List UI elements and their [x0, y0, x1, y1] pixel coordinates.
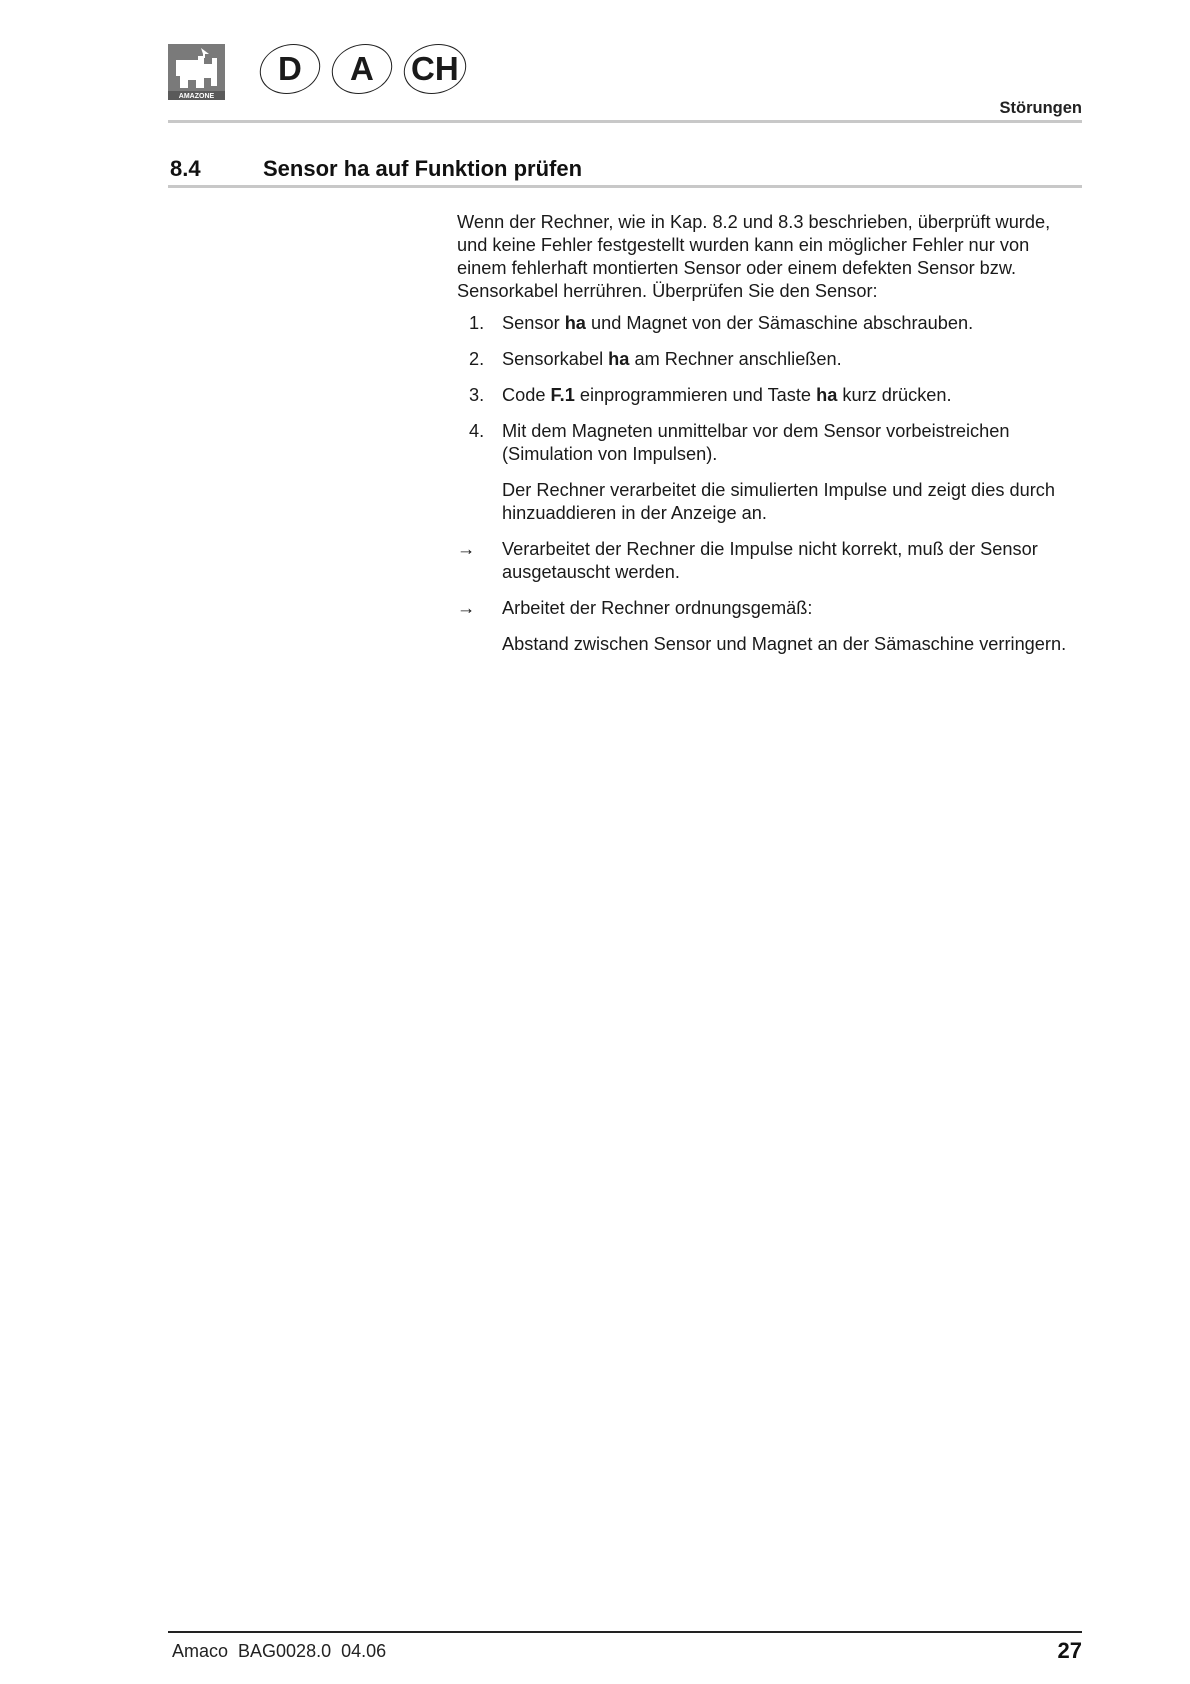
country-badge-d: D — [256, 44, 323, 94]
section-number: 8.4 — [170, 156, 201, 181]
step-number: 3. — [469, 385, 485, 405]
footer-doc-info: Amaco BAG0028.0 04.06 — [172, 1641, 387, 1661]
amazone-logo — [168, 44, 225, 100]
arrow-right-icon: → — [457, 539, 476, 559]
step-number: 4. — [469, 421, 485, 441]
step-item: 1. Sensor ha und Magnet von der Sämaschine abschrauben. — [469, 313, 974, 333]
arrow-right-icon: → — [457, 598, 476, 618]
page-number: 27 — [1057, 1638, 1082, 1663]
result-item: → Verarbeitet der Rechner die Impulse nicht korrekt, muß der Sensor ausgetauscht werden. — [457, 539, 1038, 582]
step-number: 2. — [469, 349, 485, 369]
final-note: Abstand zwischen Sensor und Magnet an der Sämaschine verringern. — [502, 634, 1067, 654]
header-section-label: Störungen — [999, 99, 1082, 117]
step-item: 4. Mit dem Magneten unmittelbar vor dem Sensor vorbeistreichen (Simulation von Impulsen). — [469, 421, 1010, 464]
country-badge-a: A — [328, 44, 395, 94]
result-item: → Arbeitet der Rechner ordnungsgemäß: — [457, 598, 813, 618]
step-item: 2. Sensorkabel ha am Rechner anschließen. — [469, 349, 842, 369]
country-badges — [260, 44, 478, 94]
intro-paragraph: Wenn der Rechner, wie in Kap. 8.2 und 8.3 beschrieben, überprüft wurde, und keine Fehler festgestellt wurden kann ein möglicher Fehler nur von einem fehlerhaft montierten Sensor oder einem defekten Sensor bzw. Sensorkabel herrühren. Überprüfen Sie den Sensor: — [457, 212, 1051, 301]
header-divider — [168, 120, 1082, 123]
footer-divider — [168, 1631, 1082, 1633]
heading-divider — [168, 185, 1082, 188]
step-note: Der Rechner verarbeitet die simulierten Impulse und zeigt dies durch hinzuaddieren in der Anzeige an. — [502, 480, 1055, 523]
section-title: Sensor ha auf Funktion prüfen — [263, 156, 583, 181]
country-badge-ch: CH — [400, 44, 469, 94]
step-number: 1. — [469, 313, 485, 333]
step-item: 3. Code F.1 einprogrammieren und Taste ha kurz drücken. — [469, 385, 952, 405]
logo-text: AMAZONE — [178, 93, 215, 100]
body-content — [457, 211, 1082, 669]
